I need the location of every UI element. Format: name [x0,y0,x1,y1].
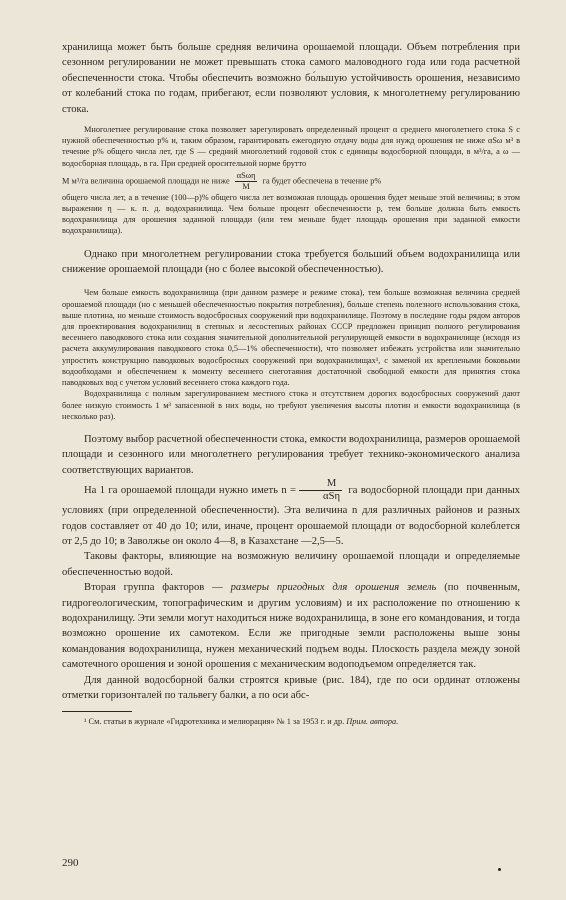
formula-text-left: M м³/га величина орошаемой площади не ниже [62,176,230,186]
paragraph-choice: Поэтому выбор расчетной обеспеченности стока, емкости водохранилища, размеров орошаемой площади и сезонного или многолетнего регулирования требует технико-экономического анализа соответствующих вариантов. [62,433,520,476]
formula-n-right: га водосборной площади при данных условиях (при определенной обеспеченности). Эта величина n для различных районов и разных годов составляет от 40 до 10; или, иначе, процент орошаемой площади от водосборной колеблется от 2,5 до 10; в Заволжье он около 4—8, в Казахстане —2,5—5. [62,485,520,547]
fraction-numerator: αSωη [236,170,256,180]
print-speck [498,868,501,871]
paragraph-formula-n [62,478,520,549]
footnote-text: ¹ См. статьи в журнале «Гидротехника и мелиорация» № 1 за 1953 г. и др. [84,717,345,727]
fraction-n-numerator: M [299,478,342,491]
paragraph-intro: хранилища может быть больше средняя величина орошаемой площади. Объем потребления при сезонном регулировании не может превышать стока самого маловодного года или года расчетной обеспеченности стока. Чтобы обеспечить возможно бо́льшую устойчивость орошения, независимо от колебаний стока по годам, прибегают, если позволяют условия, к многолетнему регулированию стока. [62,42,520,115]
formula-text-right: га будет обеспечена в течение p% [262,176,382,186]
paragraph-long-term-regulation: Многолетнее регулирование стока позволяет зарегулировать определенный процент α среднего многолетнего стока S с нужной обеспеченностью p% и, таким образом, гарантировать ежегодную отдачу воды для нужд орошения не ниже αSω м³ в течение p% общего числа лет, где S — средний многолетний годовой сток с единицы водосборной площади, в м³/га, а ω — водосборная площадь, в га. При средней оросительной норме брутто [62,125,520,168]
second-group-body: (по почвенным, гидрогеологическим, топографическим и другим условиям) и их расположение по отношению к водохранилищу. Эти земли могут находиться ниже водохранилища, в зоне его командования, и тогда возможно орошение их самотеком. Если же пригодные земли расположены выше зоны командования водохранилища, нужен механический подъем воды. Плоскость раздела между зоной самотечного орошения и зоной орошения с механическим водоподъемом определяется так. [62,582,521,671]
formula-n-left: На 1 га орошаемой площади нужно иметь n = [84,485,297,497]
fraction-area [235,171,258,192]
second-group-emphasis: размеры пригодных для орошения земель [230,582,437,594]
paragraph-reservoir-capacity: Чем больше емкость водохранилища (при данном размере и режиме стока), тем больше возможная величина средней орошаемой площади (но с меньшей обеспеченностью покрытия потребления), больше степень полезного использования стока, выше плотина, но меньше стоимость водосбросных сооружений при водохранилище. Поэтому в последние годы рядом авторов для проектирования водохранилищ в степных и лесостепных районах СССР предложен принцип полного регулирования весеннего паводкового стока или создания значительной дополнительной регулирующей емкости в водохранилище (исходя из расчета аккумулирования паводкового стока 0,5—1% обеспеченности), что позволяет избежать устройства или значительно упростить конструкцию паводковых водосбросных сооружений при водохранилищах¹, с заменой их креплеными боковыми водообходами и обеспечением к моменту весеннего снеготаяния достаточной свободной емкости для принятия стока паводковых вод с учетом условий весеннего стока каждого года. [62,288,520,388]
fraction-n [299,478,342,503]
paragraph-continuation: общего числа лет, а в течение (100—p)% общего числа лет возможная площадь орошения будет меньше этой величины; в этом выражении η — к. п. д. водохранилища. Чем больше процент обеспеченности p, тем больше должна быть емкость водохранилища для орошения заданной площади (или тем меньше будет площадь орошения при заданной емкости водохранилища). [62,192,520,236]
footnote [62,716,520,727]
footnote-author-note: Прим. автора. [346,717,399,727]
paragraph-factors: Таковы факторы, влияющие на возможную величину орошаемой площади и определяемые обеспеченностью водой. [62,551,520,578]
paragraph-full-regulation: Водохранилища с полным зарегулированием местного стока и отсутствием дорогих водосбросных сооружений дают более низкую стоимость 1 м³ запасенной в них воды, но требуют увеличения высоты плотин и емкости водохранилища (в несколько раз). [62,389,520,421]
fraction-denominator: M [242,181,250,191]
small-print-block-2 [62,287,520,421]
paragraph-however: Однако при многолетнем регулировании стока требуется больший объем водохранилища или снижение орошаемой площади (но с более высокой обеспеченностью). [62,248,520,276]
paragraph-curves: Для данной водосборной балки строятся кривые (рис. 184), где по оси ординат отложены отметки горизонталей по тальвегу балки, а по оси абс- [62,674,520,701]
page-number: 290 [62,857,79,869]
fraction-n-denominator: αSη [323,491,341,503]
footnote-divider [62,711,132,712]
second-group-lead: Вторая группа факторов — [84,582,223,594]
formula-area-line [62,171,520,192]
paragraph-second-group [62,580,520,672]
small-print-block-1 [62,124,520,237]
